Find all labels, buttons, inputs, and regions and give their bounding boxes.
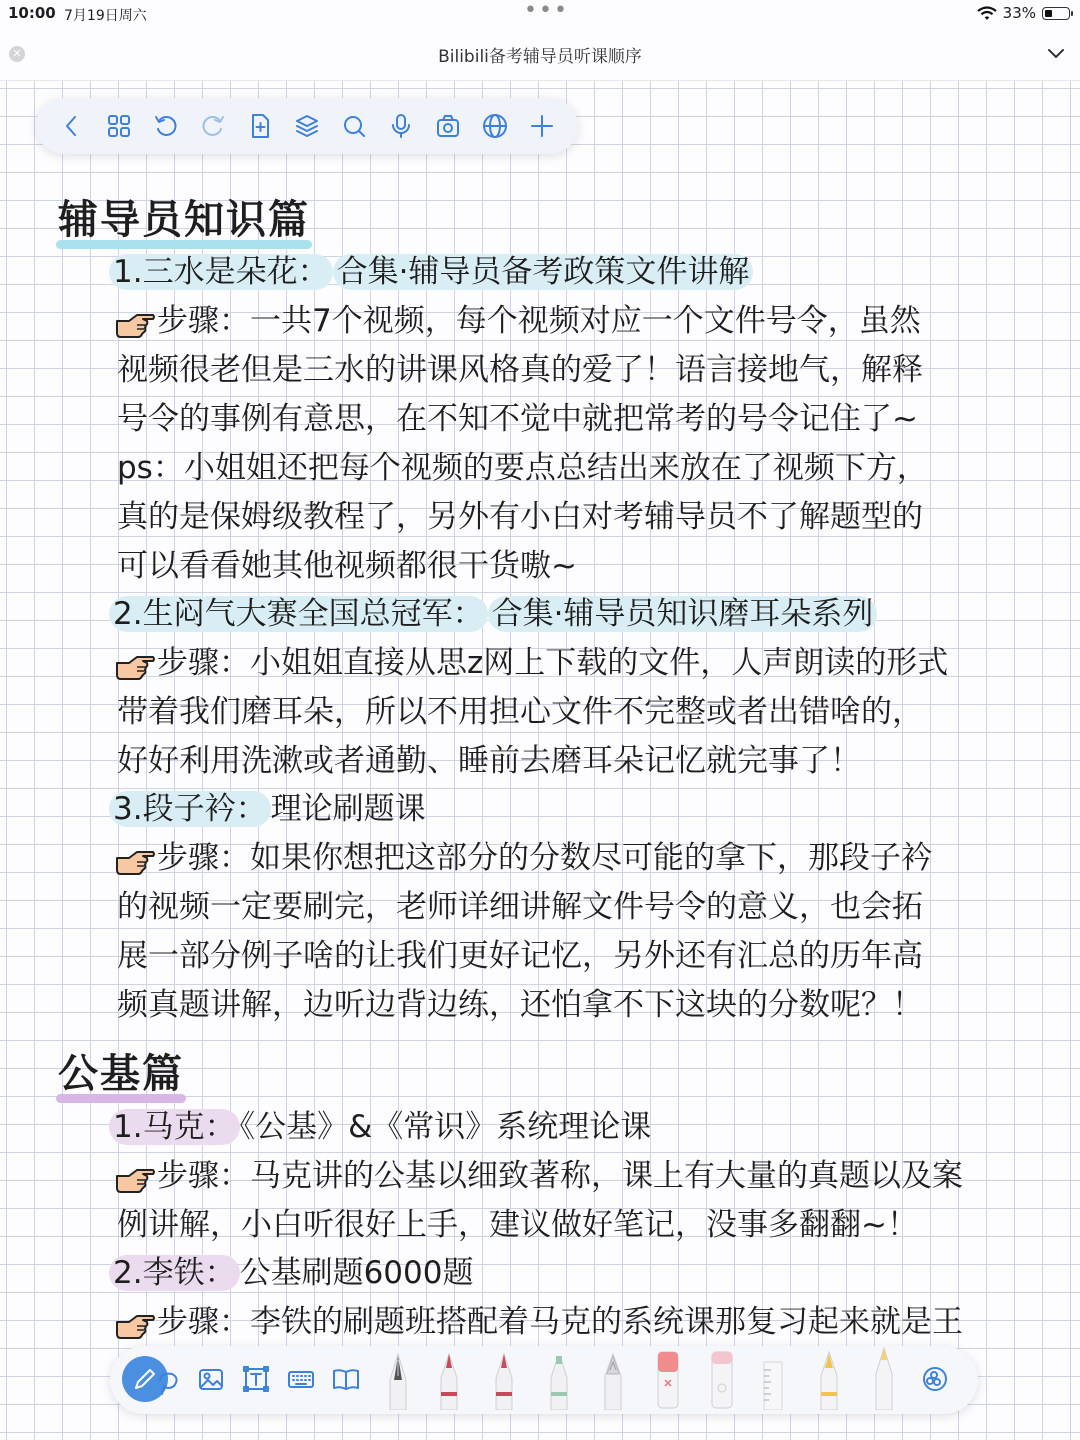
list-item-text: 展一部分例子啥的让我们更好记忆，另外还有汇总的历年高 xyxy=(117,938,923,974)
list-item-text: 的视频一定要刷完，老师详细讲解文件号令的意义，也会拓 xyxy=(117,889,923,925)
pointing-hand-icon xyxy=(117,645,157,681)
pencil[interactable] xyxy=(601,1352,625,1414)
multitask-dots-icon[interactable]: ••• xyxy=(524,0,569,23)
pointing-hand-icon xyxy=(117,1158,157,1194)
image-icon[interactable] xyxy=(196,1364,226,1394)
list-item-text: 好好利用洗漱或者通勤、睡前去磨耳朵记忆就完事了！ xyxy=(117,743,861,779)
list-item-step: 步骤：马克讲的公基以细致著称，课上有大量的真题以及案 xyxy=(117,1152,963,1201)
section-heading-counselor: 辅导员知识篇 xyxy=(58,188,310,245)
pen-red[interactable] xyxy=(438,1352,460,1414)
title-bar xyxy=(0,30,1080,81)
lasso-icon[interactable] xyxy=(154,1368,180,1398)
eraser[interactable] xyxy=(709,1350,735,1414)
list-item-text: 例讲解，小白听很好上手，建议做好笔记，没事多翻翻~！ xyxy=(117,1207,918,1243)
section-heading-public-basics: 公基篇 xyxy=(58,1042,184,1099)
list-item-text: 真的是保姆级教程了，另外有小白对考辅导员不了解题型的 xyxy=(117,499,923,535)
wifi-icon xyxy=(977,6,997,21)
list-item-step: 步骤：李铁的刷题班搭配着马克的系统课那复习起来就是王 xyxy=(117,1298,963,1347)
microphone-icon[interactable] xyxy=(377,106,424,146)
bottom-toolbar xyxy=(110,1346,978,1414)
plus-icon[interactable] xyxy=(518,106,565,146)
book-icon[interactable] xyxy=(331,1364,361,1394)
close-icon[interactable]: ✕ xyxy=(9,46,25,62)
grid-icon[interactable] xyxy=(95,106,142,146)
keyboard-icon[interactable] xyxy=(286,1364,316,1394)
marker-yellow[interactable] xyxy=(872,1346,896,1414)
status-date: 7月19日周六 xyxy=(64,8,147,24)
pointing-hand-icon xyxy=(117,303,157,339)
battery-icon xyxy=(1042,7,1070,20)
undo-icon[interactable] xyxy=(142,106,189,146)
text-box-icon[interactable] xyxy=(241,1364,271,1394)
list-item-title: 3.段子衿： 理论刷题课 xyxy=(117,785,426,834)
pointing-hand-icon xyxy=(117,840,157,876)
search-icon[interactable] xyxy=(330,106,377,146)
camera-icon[interactable] xyxy=(424,106,471,146)
ruler[interactable] xyxy=(762,1360,784,1414)
list-item-text: 频真题讲解，边听边背边练，还怕拿不下这块的分数呢？！ xyxy=(117,987,923,1023)
list-item-text: 可以看看她其他视频都很干货嗷~ xyxy=(117,548,577,584)
list-item-step: 步骤：如果你想把这部分的分数尽可能的拿下，那段子衿 xyxy=(117,834,932,883)
list-item-title: 1.马克： 《公基》&《常识》系统理论课 xyxy=(117,1103,651,1152)
layers-icon[interactable] xyxy=(283,106,330,146)
status-right xyxy=(977,4,1070,22)
list-item-step: 步骤：小姐姐直接从思z网上下载的文件，人声朗读的形式 xyxy=(117,639,948,688)
color-palette-icon[interactable] xyxy=(920,1364,950,1394)
list-item-text: 视频很老但是三水的讲课风格真的爱了！语言接地气，解释 xyxy=(117,352,923,388)
battery-percent: 33% xyxy=(1002,4,1036,22)
fountain-pen[interactable] xyxy=(386,1352,410,1414)
list-item-text: 带着我们磨耳朵，所以不用担心文件不完整或者出错啥的， xyxy=(117,694,923,730)
pointing-hand-icon xyxy=(117,1304,157,1340)
list-item-title: 2.生闷气大赛全国总冠军： 合集·辅导员知识磨耳朵系列 xyxy=(117,590,877,639)
eraser-red[interactable] xyxy=(655,1350,681,1414)
redo-icon[interactable] xyxy=(189,106,236,146)
status-time: 10:00 xyxy=(8,4,56,22)
pen-red-2[interactable] xyxy=(493,1352,515,1414)
add-page-icon[interactable] xyxy=(236,106,283,146)
list-item-title: 1.三水是朵花： 合集·辅导员备考政策文件讲解 xyxy=(117,248,753,297)
list-item-step: 步骤：一共7个视频，每个视频对应一个文件号令，虽然 xyxy=(117,297,921,346)
back-icon[interactable] xyxy=(48,106,95,146)
chevron-down-icon[interactable] xyxy=(1046,44,1066,64)
pencil-yellow[interactable] xyxy=(817,1350,841,1414)
pen-green[interactable] xyxy=(547,1352,571,1414)
document-title[interactable]: Bilibili备考辅导员听课顺序 xyxy=(438,47,642,67)
list-item-title: 2.李铁： 公基刷题6000题 xyxy=(117,1249,473,1298)
globe-icon[interactable] xyxy=(471,106,518,146)
list-item-text: ps：小姐姐还把每个视频的要点总结出来放在了视频下方， xyxy=(117,450,928,486)
status-bar xyxy=(0,0,1080,30)
list-item-text: 号令的事例有意思，在不知不觉中就把常考的号令记住了~ xyxy=(117,401,918,437)
top-toolbar xyxy=(36,98,578,154)
